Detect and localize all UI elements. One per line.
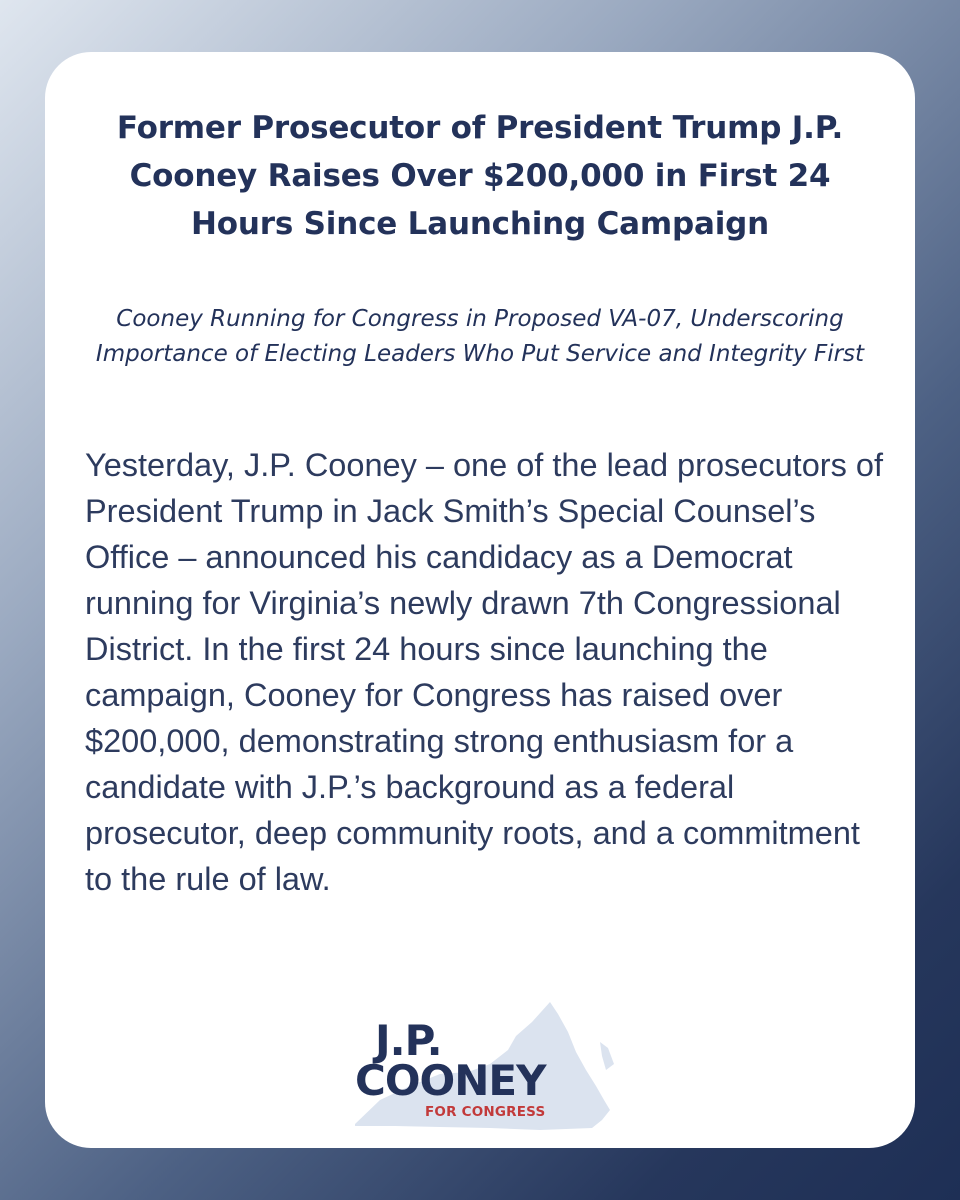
logo-tagline: FOR CONGRESS [425, 1104, 546, 1120]
logo-initials: J.P. [375, 1016, 442, 1065]
body-paragraph: Yesterday, J.P. Cooney – one of the lead prosecutors of President Trump in Jack Smith’s Special Counsel’s Office – announced his candidacy as a Democrat running for Virginia’s newly drawn 7th Congressional District. In the first 24 hours since launching the campaign, Cooney for Congress has raised over $200,000, demonstrating strong enthusiasm for a candidate with J.P.’s background as a federal prosecutor, deep community roots, and a commitment to the rule of law. [85, 447, 883, 897]
press-release-card [45, 52, 915, 1148]
subheadline: Cooney Running for Congress in Proposed VA-07, Underscoring Importance of Electing Leaders Who Put Service and Integrity First [95, 306, 865, 367]
campaign-logo [340, 992, 620, 1132]
headline: Former Prosecutor of President Trump J.P. Cooney Raises Over $200,000 in First 24 Hours Since Launching Campaign [116, 110, 844, 242]
logo-surname: COONEY [355, 1056, 546, 1105]
